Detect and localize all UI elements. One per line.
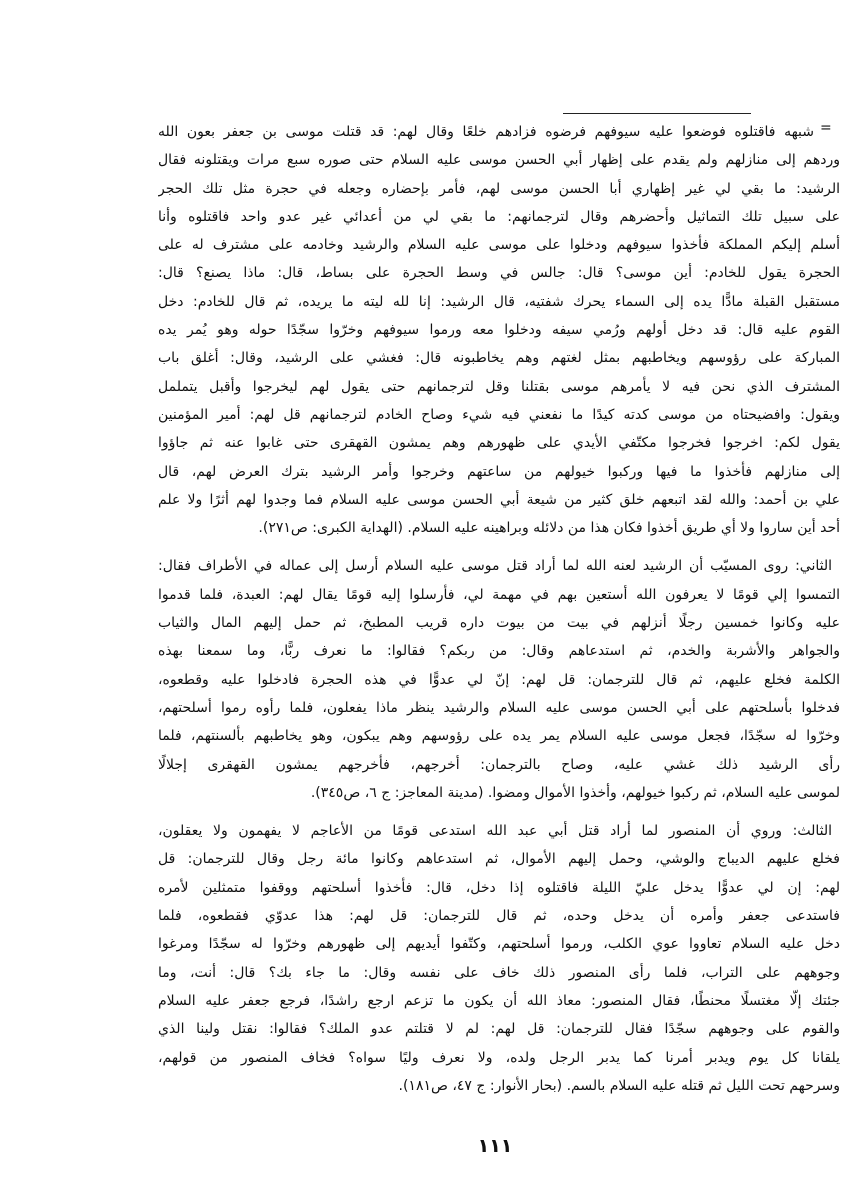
text-line: والجواهر والأشربة والخدم، ثم استدعاهم وقال: من ربكم؟ فقالوا: ما نعرف ربًّا، وما سمعنا بهذه xyxy=(158,643,840,660)
footnote-separator-rule xyxy=(563,113,751,114)
text-line: المباركة على رؤوسهم ويخاطبهم بمثل لغتهم وهم يخاطبونه قال: فغشي على الرشيد، وقال: أغلق باب xyxy=(158,350,840,367)
text-line: الثاني: روى المسيّب أن الرشيد لعنه الله لما أراد قتل موسى عليه السلام أرسل إلى عماله في الأطراف فقال: xyxy=(158,558,832,575)
text-line: رأى الرشيد ذلك غشي عليه، وصاح بالترجمان: أخرجهم، فأخرجهم يمشون القهقرى إجلالًا xyxy=(158,756,840,773)
paragraph-third xyxy=(158,817,840,1100)
continuation-mark: = xyxy=(820,120,832,136)
text-line: فدخلوا بأسلحتهم على أبي الحسن موسى عليه السلام والرشيد ينظر ماذا يفعلون، فلما رأوه رموا أسلحتهم، xyxy=(158,699,840,716)
text-line: أحد أين ساروا ولا أي طريق أخذوا فكان هذا من دلائله وبراهينه عليه السلام. (الهداية الكبرى: ص٢٧١). xyxy=(258,520,840,537)
paragraph-first xyxy=(158,118,840,542)
text-line: يلقانا كل يوم ويدبر أمرنا كما يدبر الرجل ولده، ولا نعرف وليًا سواه؟ فخاف المنصور من قولهم، xyxy=(158,1049,840,1066)
page-number: ١١١ xyxy=(477,1135,513,1157)
text-line: الحجرة يقول للخادم: أين موسى؟ قال: جالس في وسط الحجرة على بساط، قال: ماذا يصنع؟ قال: xyxy=(158,265,840,282)
text-line: وجوههم على التراب، فلما رأى المنصور ذلك خاف على نفسه وقال: ما جاء بك؟ قال: أنت، وما xyxy=(158,964,840,981)
text-line: والقوم على وجوههم سجّدًا فقال للترجمان: قل لهم: لم لا قتلتم عدو الملك؟ فقالوا: نقتل ولينا الذي xyxy=(158,1021,840,1038)
text-line: الثالث: وروي أن المنصور لما أراد قتل أبي عبد الله استدعى قومًا من الأعاجم لا يفهمون ولا يعقلون، xyxy=(158,823,832,840)
text-line: لهم: إن لي عدوًّا يدخل عليّ الليلة فاقتلوه إذا دخل، قال: فأخذوا أسلحتهم ووقفوا متمثلين لأمره xyxy=(158,879,840,896)
footnote-text-block xyxy=(158,118,840,1110)
text-line: جئتك إلّا مغتسلًا محنطًا، فقال المنصور: معاذ الله أن يكون ما تزعم ارجع راشدًا، فرجع جعفر عليه السلام xyxy=(158,992,840,1009)
text-line: شبهه فاقتلوه فوضعوا عليه سيوفهم فرضوه فزادهم خلعًا وقال لهم: قد قتلت موسى بن جعفر بعون الله xyxy=(158,124,814,140)
text-line: الرشيد: ما بقي لي غير إظهاري أبا الحسن موسى لهم، فأمر بإحضاره وجعله في حجرة مثل تلك الحجر xyxy=(158,180,840,197)
text-line: فاستدعى جعفر وأمره أن يدخل وحده، ثم قال للترجمان: قل لهم: هذا عدوّي فقطعوه، فلما xyxy=(158,908,840,925)
text-line: يقول لكم: اخرجوا فخرجوا مكتّفي الأيدي على ظهورهم وهم يمشون القهقرى حتى غابوا عنه ثم جاؤوا xyxy=(158,435,840,452)
text-line: المشترف الذي نحن فيه لا يأمرهم موسى بقتلنا وقل لترجمانهم حتى يقول لهم ليخرجوا وأقبل يتململ xyxy=(158,378,840,395)
text-line: وردهم إلى منازلهم ولم يقدم على إظهار أبي الحسن موسى عليه السلام حتى صوره سبع مرات ويقتلونه فقال xyxy=(158,152,840,169)
text-line: عليه وكانوا خمسين رجلًا أنزلهم في بيت من بيوت داره قريب المطبخ، ثم حمل إليهم المال والثياب xyxy=(158,615,840,632)
text-line: إلى منازلهم فأخذوا ما فيها وركبوا خيولهم من ساعتهم وخرجوا وأمر الرشيد بترك العرض لهم، قال xyxy=(158,463,840,480)
text-line: فخلع عليهم الديباج والوشي، وحمل إليهم الأموال، ثم استدعاهم وكانوا مائة رجل وقال للترجمان: قل xyxy=(158,851,840,868)
text-line: الكلمة فخلع عليهم، ثم قال للترجمان: قل لهم: إنّ لي عدوًّا في هذه الحجرة فادخلوا عليه وقطعوه، xyxy=(158,671,840,688)
text-line: وسرحهم تحت الليل ثم قتله عليه السلام بالسم. (بحار الأنوار: ج ٤٧، ص١٨١). xyxy=(398,1077,840,1094)
text-line: أسلم إليكم المملكة فأخذوا سيوفهم ودخلوا على موسى عليه السلام والرشيد وخادمه على مشترف له على xyxy=(158,237,840,254)
text-line: التمسوا إلي قومًا لا يعرفون الله أستعين بهم في مهمة لي، فأرسلوا إليه قومًا يقال لهم: العبدة، فلما قدموا xyxy=(158,586,840,603)
text-line: وخرّوا له سجّدًا، فجعل موسى عليه السلام يمر يده على رؤوسهم وهم يبكون، وهو يخاطبهم بألسنتهم، فلما xyxy=(158,728,840,745)
text-line: ويقول: وافضيحتاه من موسى كدته كيدًا ما نفعني فيه شيء وصاح الخادم لترجمانهم قل لهم: أمير المؤمنين xyxy=(158,406,840,423)
text-line: لموسى عليه السلام، ثم ركبوا خيولهم، وأخذوا الأموال ومضوا. (مدينة المعاجز: ج ٦، ص٣٤٥). xyxy=(310,784,840,801)
text-line: علي بن أحمد: والله لقد اتبعهم خلق كثير من شيعة أبي الحسن موسى عليه السلام فما وجدوا لهم أثرًا ولا علم xyxy=(158,491,840,508)
text-line: القوم عليه قال: قد دخل أولهم ورُمي سيفه ودخلوا معه ورموا سيوفهم وخرّوا سجّدًا حوله وهو يُمر يده xyxy=(158,322,840,339)
text-line: على سبيل تلك التماثيل وأحضرهم وقال لترجمانهم: ما بقي لي من أعدائي غير عدو واحد فاقتلوه وأنا xyxy=(158,208,840,225)
text-line: دخل عليه السلام تعاووا عوي الكلب، ورموا أسلحتهم، وكتّفوا أيديهم إلى ظهورهم وخرّوا له سجّدًا ومرغوا xyxy=(158,936,840,953)
paragraph-second xyxy=(158,552,840,807)
text-line: مستقبل القبلة مادًّا يده إلى السماء يحرك شفتيه، قال الرشيد: إنا لله ليته ما يريده، ثم قال للخادم: دخل xyxy=(158,293,840,310)
